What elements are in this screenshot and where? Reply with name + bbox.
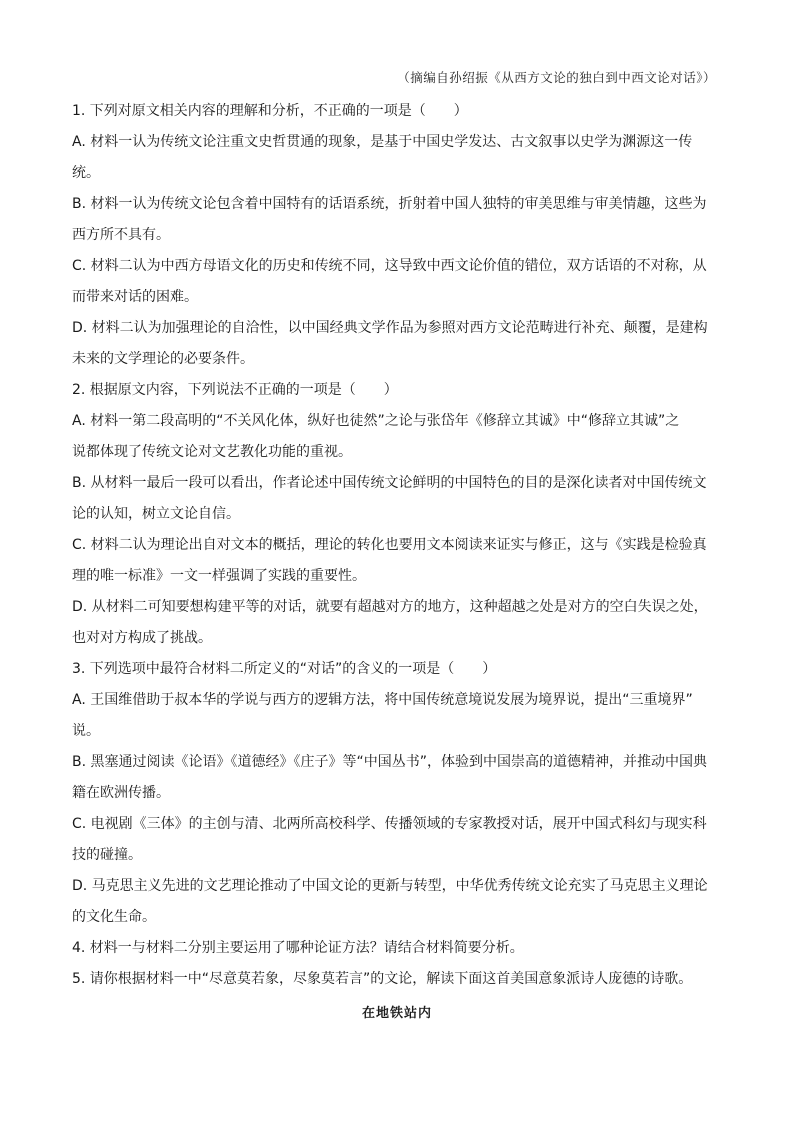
text-line: 2. 根据原文内容，下列说法不正确的一项是（ ）	[72, 382, 398, 398]
text-line: 说都体现了传统文论对文艺教化功能的重视。	[72, 444, 352, 460]
text-line: 技的碰撞。	[72, 847, 142, 863]
text-line: 理的唯一标准》一文一样强调了实践的重要性。	[72, 568, 366, 584]
text-line: B. 材料一认为传统文论包含着中国特有的话语系统，折射着中国人独特的审美思维与审美情趣，这些为	[72, 196, 707, 212]
text-line: 而带来对话的困难。	[72, 289, 198, 305]
text-line: 论的认知，树立文论自信。	[72, 506, 240, 522]
text-line: 籍在欧洲传播。	[72, 785, 170, 801]
text-line: 5. 请你根据材料一中“尽意莫若象，尽象莫若言”的文论，解读下面这首美国意象派诗人庞德的诗歌。	[72, 971, 693, 987]
source-citation: （摘编自孙绍振《从西方文论的独白到中西文论对话》）	[397, 70, 716, 85]
text-line: 说。	[72, 723, 100, 739]
text-line: C. 电视剧《三体》的主创与清、北两所高校科学、传播领域的专家教授对话，展开中国式科幻与现实科	[72, 816, 707, 832]
text-line: 统。	[72, 165, 100, 181]
text-line: B. 黑塞通过阅读《论语》《道德经》《庄子》等“中国丛书”，体验到中国崇高的道德精神，并推动中国典	[72, 754, 708, 770]
text-line: 的文化生命。	[72, 909, 156, 925]
poem-title: 在地铁站内	[361, 1006, 432, 1021]
text-line: A. 材料一认为传统文论注重文史哲贯通的现象，是基于中国史学发达、古文叙事以史学为渊源这一传	[72, 134, 693, 150]
text-line: C. 材料二认为理论出自对文本的概括，理论的转化也要用文本阅读来证实与修正，这与《实践是检验真	[72, 537, 707, 553]
text-line: C. 材料二认为中西方母语文化的历史和传统不同，这导致中西文论价值的错位，双方话语的不对称，从	[72, 258, 707, 274]
text-line: 未来的文学理论的必要条件。	[72, 351, 254, 367]
text-line: 也对对方构成了挑战。	[72, 630, 212, 646]
text-line: B. 从材料一最后一段可以看出，作者论述中国传统文论鲜明的中国特色的目的是深化读者对中国传统文	[72, 475, 707, 491]
text-line: 4. 材料一与材料二分别主要运用了哪种论证方法？请结合材料简要分析。	[72, 940, 524, 956]
text-line: D. 从材料二可知要想构建平等的对话，就要有超越对方的地方，这种超越之处是对方的空白失误之处，	[72, 599, 708, 615]
text-line: D. 马克思主义先进的文艺理论推动了中国文论的更新与转型，中华优秀传统文论充实了马克思主义理论	[72, 878, 708, 894]
text-line: A. 王国维借助于叔本华的学说与西方的逻辑方法，将中国传统意境说发展为境界说，提出“三重境界”	[72, 692, 693, 708]
text-line: D. 材料二认为加强理论的自洽性，以中国经典文学作品为参照对西方文论范畴进行补充、颠覆，是建构	[72, 320, 708, 336]
text-line: A. 材料一第二段高明的“不关风化体，纵好也徒然”之论与张岱年《修辞立其诚》中“修辞立其诚”之	[72, 413, 680, 429]
question-content	[72, 96, 722, 995]
text-line: 3. 下列选项中最符合材料二所定义的“对话”的含义的一项是（ ）	[72, 661, 497, 677]
text-line: 1. 下列对原文相关内容的理解和分析，不正确的一项是（ ）	[72, 103, 468, 119]
text-line: 西方所不具有。	[72, 227, 170, 243]
